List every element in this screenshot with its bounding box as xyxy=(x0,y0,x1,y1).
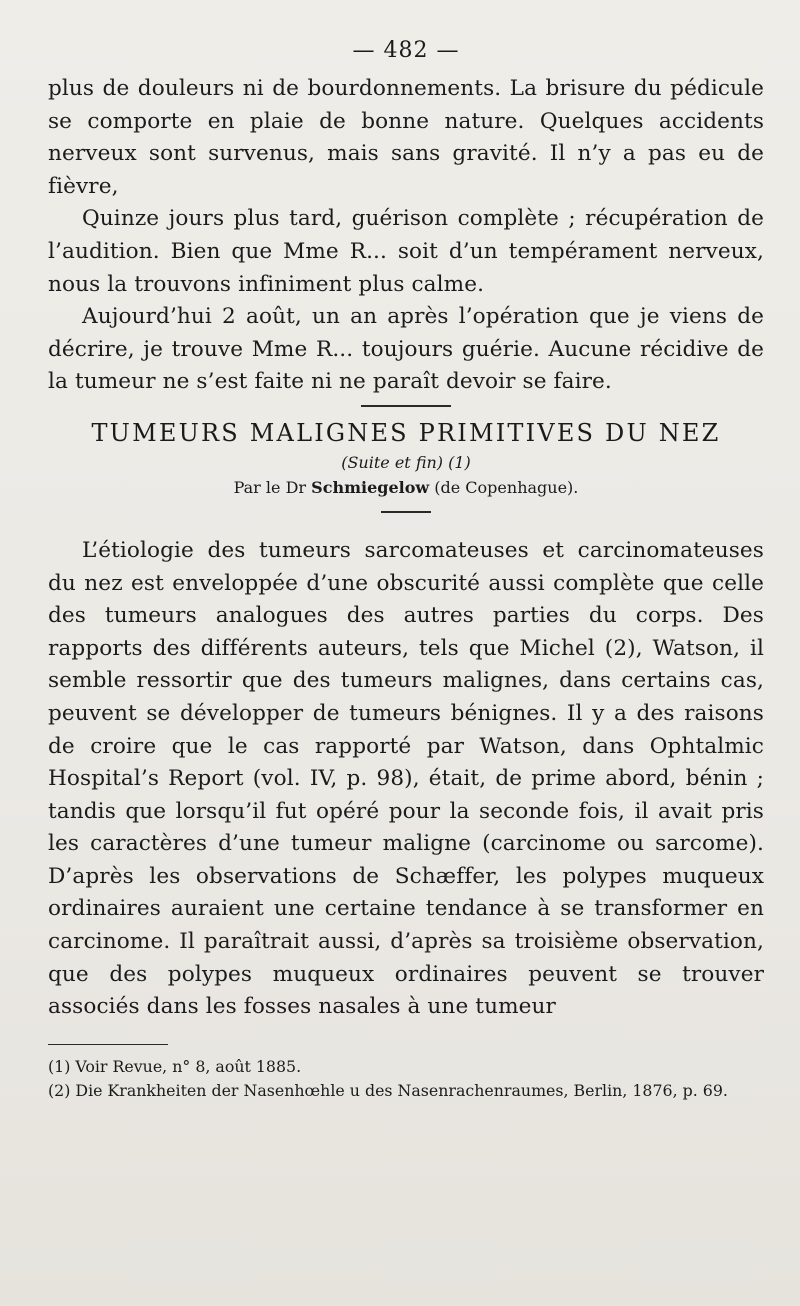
footnote-divider xyxy=(48,1044,168,1045)
intro-paragraph-1: plus de douleurs ni de bourdonnements. La brisure du pédicule se comporte en plaie de bonne nature. Quelques accidents nerveux sont survenus, mais sans gravité. Il n’y a pas eu de fièvre, xyxy=(48,76,764,199)
author-divider xyxy=(381,511,431,513)
section-divider xyxy=(361,405,451,407)
article-author xyxy=(48,478,764,497)
footnote-2: (2) Die Krankheiten der Nasenhœhle u des Nasenrachenraumes, Berlin, 1876, p. 69. xyxy=(48,1080,728,1100)
page-number: — 482 — xyxy=(352,38,460,63)
article-subtitle: (Suite et fin) (1) xyxy=(341,452,471,472)
author-place: (de Copenhague). xyxy=(434,477,579,497)
page-content xyxy=(48,28,764,1103)
intro-paragraph-3: Aujourd’hui 2 août, un an après l’opération que je viens de décrire, je trouve Mme R... toujours guérie. Aucune récidive de la tumeur ne s’est faite ni ne paraît devoir se faire. xyxy=(48,304,764,395)
intro-paragraph-2: Quinze jours plus tard, guérison complète ; récupération de l’audition. Bien que Mme R... soit d’un tempérament nerveux, nous la trouvons infiniment plus calme. xyxy=(48,206,764,297)
footnote-1: (1) Voir Revue, n° 8, août 1885. xyxy=(48,1056,302,1076)
author-prefix: Par le Dr xyxy=(233,477,307,497)
article-body: L’étiologie des tumeurs sarcomateuses et carcinomateuses du nez est enveloppée d’une obscurité aussi complète que celle des tumeurs analogues des autres parties du corps. Des rapports des différents auteurs, tels que Michel (2), Watson, il semble ressortir que des tumeurs malignes, dans certains cas, peuvent se développer de tumeurs bénignes. Il y a des raisons de croire que le cas rapporté par Watson, dans Ophtalmic Hospital’s Report (vol. IV, p. 98), était, de prime abord, bénin ; tandis que lorsqu’il fut opéré pour la seconde fois, il avait pris les caractères d’une tumeur maligne (carcinome ou sarcome). D’après les observations de Schæffer, les polypes muqueux ordinaires auraient une certaine tendance à se transformer en carcinome. Il paraîtrait aussi, d’après sa troisième observation, que des polypes muqueux ordinaires peuvent se trouver associés dans les fosses nasales à une tumeur xyxy=(48,537,764,1020)
article-title: TUMEURS MALIGNES PRIMITIVES DU NEZ xyxy=(91,418,721,447)
author-name: Schmiegelow xyxy=(311,477,430,497)
